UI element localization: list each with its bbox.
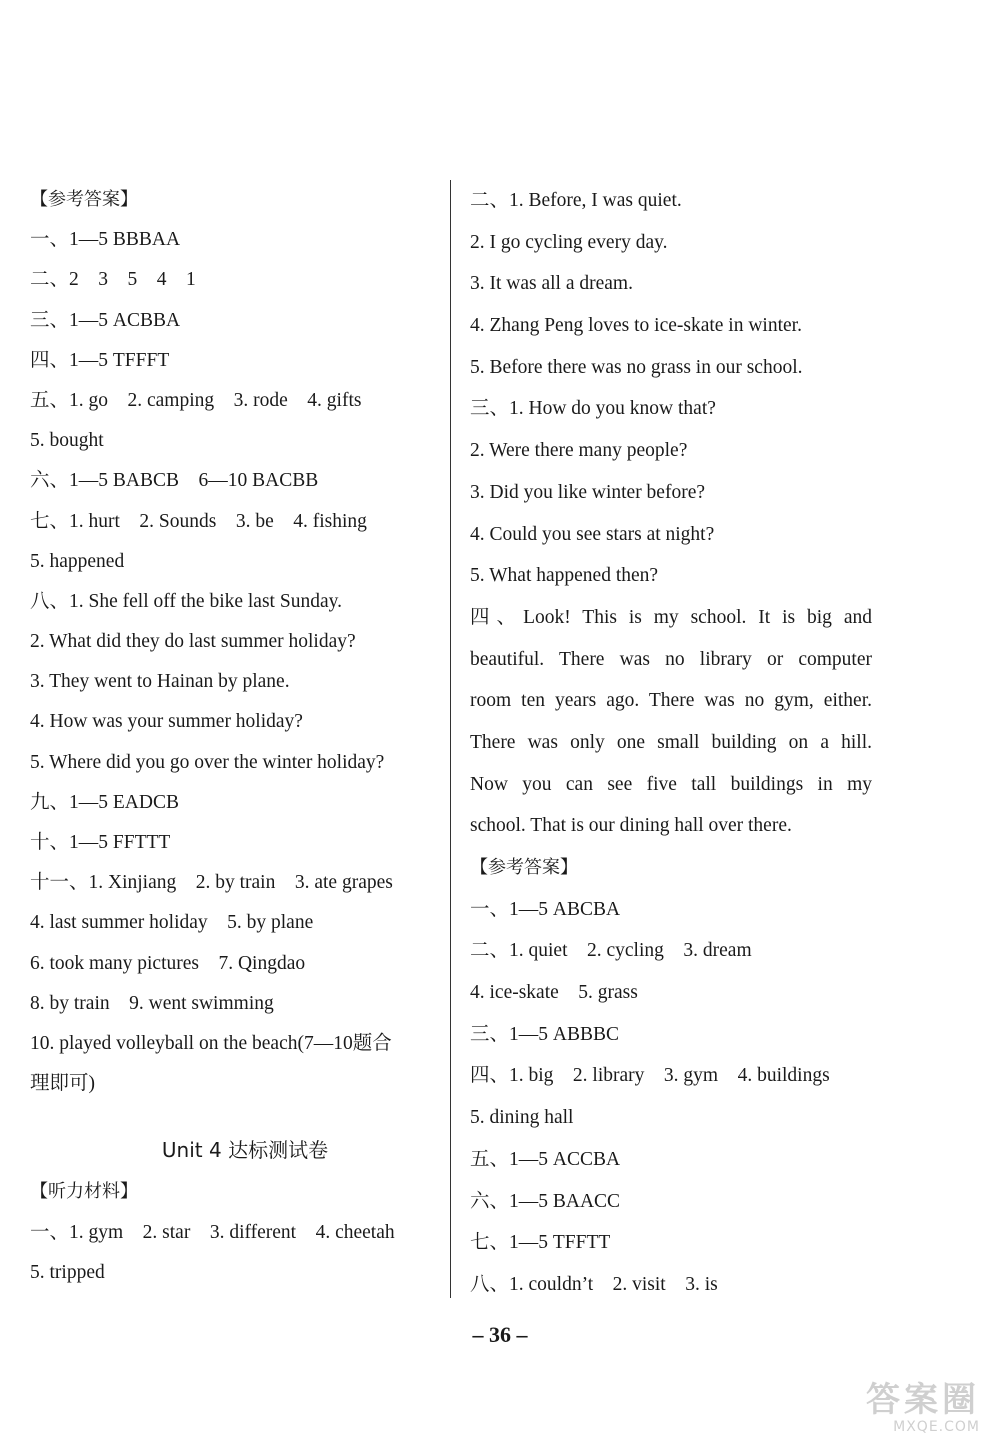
- answer-line: 5. bought: [30, 430, 104, 452]
- answer-line: 3. It was all a dream.: [470, 273, 633, 295]
- answer-line: 4. ice-skate 5. grass: [470, 982, 638, 1004]
- answer-line: 4. Could you see stars at night?: [470, 523, 715, 545]
- answer-line: 4. Zhang Peng loves to ice-skate in winter.: [470, 315, 802, 337]
- answer-line: 二、1. Before, I was quiet.: [470, 190, 682, 211]
- answer-line: 6. took many pictures 7. Qingdao: [30, 952, 306, 974]
- listening-material-heading: 【听力材料】: [30, 1181, 138, 1203]
- passage-line: 四、Look! This is my school. It is big and: [470, 606, 872, 628]
- watermark-text: 答案圈: [866, 1380, 980, 1420]
- answer-key-heading: 【参考答案】: [30, 189, 138, 210]
- answer-line: 10. played volleyball on the beach(7—10题合: [30, 1032, 392, 1054]
- passage-line: school. That is our dining hall over there.: [470, 815, 792, 837]
- answer-line: 理即可): [30, 1073, 95, 1095]
- answer-line: 九、1—5 EADCB: [30, 791, 179, 813]
- answer-line: 四、1. big 2. library 3. gym 4. buildings: [470, 1065, 830, 1087]
- answer-line: 十、1—5 FFTTT: [30, 832, 171, 853]
- column-divider: [450, 180, 451, 1298]
- answer-line: 2. What did they do last summer holiday?: [30, 631, 356, 653]
- answer-line: 4. How was your summer holiday?: [30, 711, 303, 733]
- answer-line: 二、2 3 5 4 1: [30, 269, 196, 291]
- answer-line: 一、1—5 ABCBA: [470, 898, 621, 920]
- answer-line: 四、1—5 TFFFT: [30, 349, 170, 371]
- answer-line: 三、1. How do you know that?: [470, 398, 716, 420]
- answer-line: 5. dining hall: [470, 1107, 574, 1129]
- answer-line: 3. They went to Hainan by plane.: [30, 671, 290, 693]
- answer-line: 5. happened: [30, 550, 125, 572]
- answer-line: 5. Where did you go over the winter holiday?: [30, 751, 385, 773]
- answer-line: 5. tripped: [30, 1261, 105, 1283]
- answer-line: 五、1. go 2. camping 3. rode 4. gifts: [30, 389, 362, 411]
- answer-line: 8. by train 9. went swimming: [30, 992, 274, 1014]
- answer-line: 五、1—5 ACCBA: [470, 1148, 621, 1170]
- answer-line: 三、1—5 ACBBA: [30, 309, 181, 331]
- right-column: [470, 180, 872, 1306]
- page-number: – 36 –: [472, 1322, 528, 1347]
- answer-line: 十一、1. Xinjiang 2. by train 3. ate grapes: [30, 872, 393, 894]
- answer-line: 七、1—5 TFFTT: [470, 1232, 611, 1254]
- answer-line: 八、1. couldn’t 2. visit 3. is: [470, 1273, 718, 1295]
- answer-line: 2. Were there many people?: [470, 440, 688, 462]
- unit-title: Unit 4 达标测试卷: [161, 1138, 329, 1163]
- answer-line: 六、1—5 BAACC: [470, 1190, 621, 1212]
- left-column: [30, 180, 440, 1293]
- passage-line: room ten years ago. There was no gym, either.: [470, 690, 872, 712]
- passage-line: Now you can see five tall buildings in my: [470, 773, 872, 795]
- answer-line: 5. Before there was no grass in our school.: [470, 356, 803, 378]
- answer-line: 六、1—5 BABCB 6—10 BACBB: [30, 470, 319, 492]
- answer-key-heading: 【参考答案】: [470, 857, 578, 878]
- answer-line: 三、1—5 ABBBC: [470, 1023, 619, 1045]
- answer-line: 七、1. hurt 2. Sounds 3. be 4. fishing: [30, 510, 367, 532]
- answer-line: 一、1—5 BBBAA: [30, 229, 181, 251]
- answer-line: 4. last summer holiday 5. by plane: [30, 912, 314, 934]
- answer-line: 3. Did you like winter before?: [470, 481, 706, 503]
- watermark-logo: [800, 1381, 980, 1443]
- answer-line: 八、1. She fell off the bike last Sunday.: [30, 590, 342, 612]
- passage-line: beautiful. There was no library or computer: [470, 648, 872, 670]
- answer-line: 2. I go cycling every day.: [470, 231, 668, 253]
- answer-line: 二、1. quiet 2. cycling 3. dream: [470, 940, 752, 962]
- answer-line: 5. What happened then?: [470, 565, 659, 587]
- watermark-url: MXQE.COM: [893, 1419, 980, 1435]
- answer-line: 一、1. gym 2. star 3. different 4. cheetah: [30, 1221, 395, 1243]
- passage-line: There was only one small building on a hill.: [470, 731, 872, 753]
